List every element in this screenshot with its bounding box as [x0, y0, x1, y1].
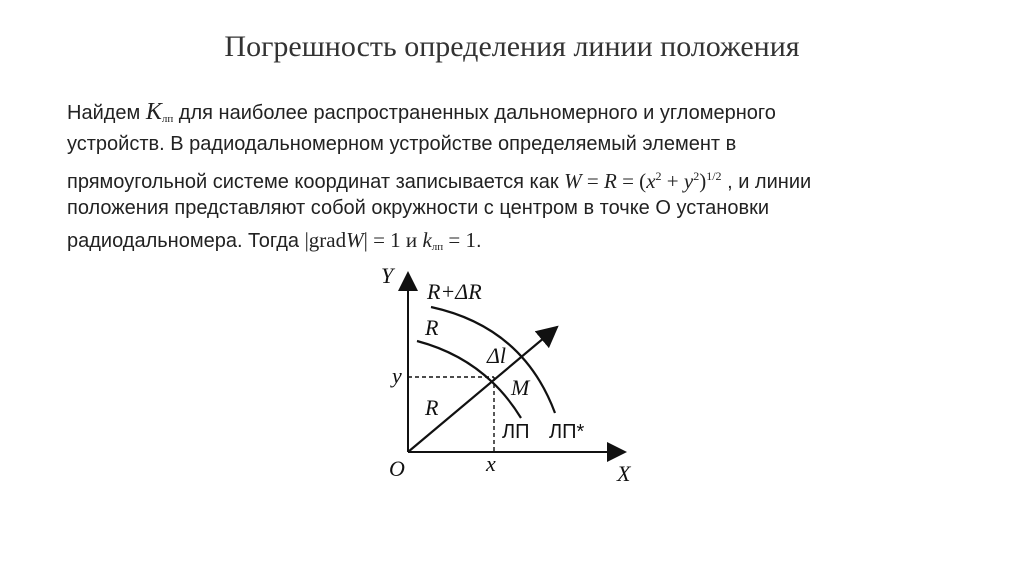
- grad-w: W: [346, 228, 364, 252]
- formula-eq-paren: = (: [616, 169, 647, 193]
- formula-y: y: [683, 169, 694, 193]
- formula-exponent: 1/2: [706, 169, 722, 183]
- formula-eq-one: = 1: [443, 228, 476, 252]
- grad-operator: grad: [308, 228, 347, 252]
- formula-r: R: [604, 169, 617, 193]
- text-segment: для наиболее распространенных дальномерного и угломерного: [173, 102, 776, 124]
- text-segment: положения представляют собой окружности с центром в точке О установки: [67, 197, 770, 219]
- text-segment: .: [476, 230, 482, 252]
- text-segment: прямоугольной системе координат записывается как: [67, 171, 565, 193]
- formula-x: x: [646, 169, 656, 193]
- point-m-label: M: [511, 375, 530, 400]
- formula-x-exponent: 2: [655, 169, 662, 183]
- y-tick-label: y: [392, 363, 402, 388]
- origin-label: O: [389, 456, 405, 481]
- paragraph-line-5: [67, 224, 987, 256]
- paragraph-line-1: [67, 96, 987, 128]
- gradient-formula: [305, 228, 476, 252]
- formula-y-exponent: 2: [693, 169, 700, 183]
- body-paragraph: [67, 96, 987, 256]
- formula-close-paren: ): [699, 169, 707, 193]
- x-tick-label: x: [486, 451, 496, 476]
- text-segment: , и линии: [721, 171, 812, 193]
- radius-label: R: [425, 395, 439, 420]
- formula-eq: =: [581, 169, 605, 193]
- text-segment: устройств. В радиодальномерном устройстве определяемый элемент в: [67, 133, 737, 155]
- paragraph-line-3: [67, 160, 987, 192]
- k-letter-lower: k: [422, 228, 432, 252]
- k-lower-subscript: лп: [431, 241, 444, 253]
- formula-w: W: [564, 169, 582, 193]
- line-of-position-diagram: [375, 255, 645, 495]
- text-segment: радиодальномера. Тогда: [67, 230, 305, 252]
- text-segment: Найдем: [67, 102, 146, 124]
- k-letter: K: [145, 99, 162, 125]
- paragraph-line-4: [67, 192, 987, 224]
- outer-curve-label: R+ΔR: [427, 279, 482, 304]
- abs-bar-close: |: [363, 228, 368, 252]
- lp-star-label: ЛП*: [549, 421, 585, 443]
- range-formula: [564, 169, 721, 193]
- x-axis-label: X: [617, 461, 631, 486]
- formula-eq-one-and: = 1 и: [367, 228, 423, 252]
- inner-curve-label: R: [425, 315, 439, 340]
- y-axis-label: Y: [381, 263, 394, 288]
- lp-label: ЛП: [502, 421, 530, 443]
- formula-plus: +: [661, 169, 684, 193]
- delta-l-label: Δl: [487, 343, 507, 368]
- abs-bar-open: |: [304, 228, 309, 252]
- paragraph-line-2: [67, 128, 987, 160]
- k-subscript: лп: [161, 113, 174, 125]
- page-title: Погрешность определения линии положения: [224, 30, 800, 63]
- k-lp-symbol: [146, 100, 173, 124]
